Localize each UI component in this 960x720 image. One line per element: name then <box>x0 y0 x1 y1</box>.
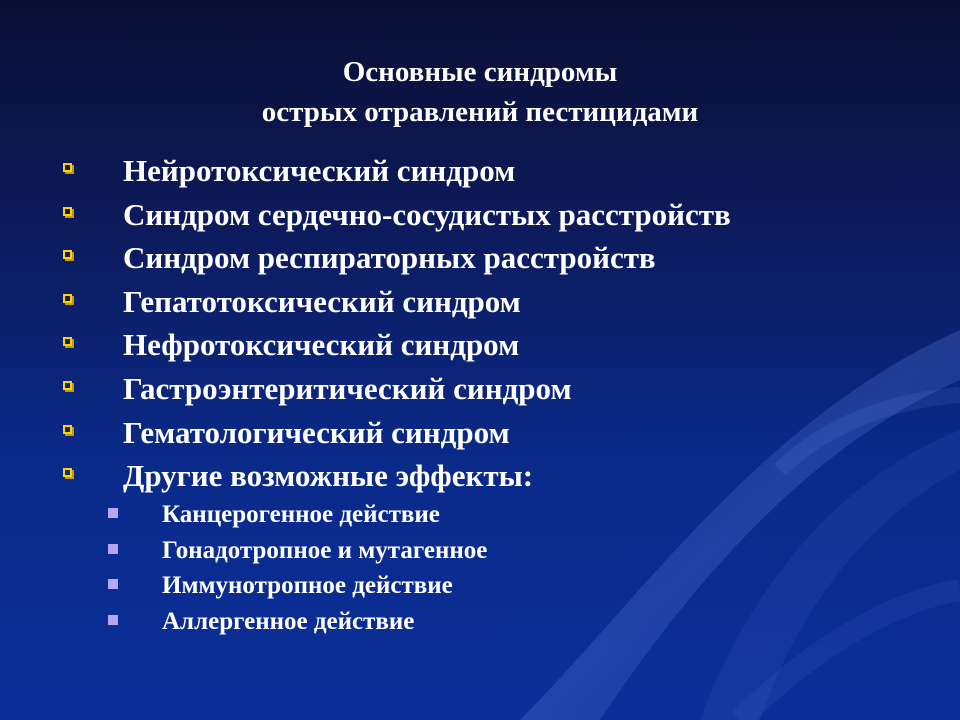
list-item-text: Гастроэнтеритический синдром <box>123 370 572 406</box>
list-item-text: Другие возможные эффекты: <box>123 458 534 494</box>
hollow-square-icon <box>63 381 72 390</box>
title-line-1: Основные синдромы <box>342 56 618 88</box>
list-item-text: Синдром сердечно-сосудистых расстройств <box>123 196 731 232</box>
sublist-item <box>0 533 960 569</box>
syndrome-list <box>0 149 960 498</box>
sublist-item-text: Аллергенное действие <box>162 607 415 635</box>
filled-square-icon <box>108 544 118 554</box>
hollow-square-icon <box>63 294 72 303</box>
filled-square-icon <box>108 579 118 589</box>
hollow-square-icon <box>63 468 72 477</box>
list-item <box>0 367 960 411</box>
sublist-item <box>0 568 960 604</box>
list-item <box>0 193 960 237</box>
sublist-item-text: Гонадотропное и мутагенное <box>162 536 488 564</box>
hollow-square-icon <box>63 425 72 434</box>
effects-sublist <box>0 497 960 639</box>
list-item-text: Синдром респираторных расстройств <box>123 240 656 276</box>
hollow-square-icon <box>63 250 72 259</box>
list-item <box>0 411 960 455</box>
list-item-text: Нейротоксический синдром <box>123 153 516 188</box>
list-item-text: Нефротоксический синдром <box>123 327 520 363</box>
filled-square-icon <box>108 615 118 625</box>
sublist-item-text: Канцерогенное действие <box>162 501 440 528</box>
list-item-text: Гематологический синдром <box>123 414 510 450</box>
title-line-2: острых отравлений пестицидами <box>261 96 699 128</box>
list-item <box>0 280 960 324</box>
list-item <box>0 149 960 193</box>
list-item <box>0 454 960 498</box>
list-item <box>0 236 960 280</box>
sublist-item <box>0 497 960 533</box>
list-item <box>0 323 960 367</box>
list-item-text: Гепатотоксический синдром <box>123 283 521 319</box>
hollow-square-icon <box>63 337 72 346</box>
sublist-item <box>0 604 960 640</box>
filled-square-icon <box>108 508 118 518</box>
slide-title <box>0 52 960 132</box>
sublist-item-text: Иммунотропное действие <box>162 572 453 599</box>
hollow-square-icon <box>63 163 72 172</box>
hollow-square-icon <box>63 207 72 216</box>
